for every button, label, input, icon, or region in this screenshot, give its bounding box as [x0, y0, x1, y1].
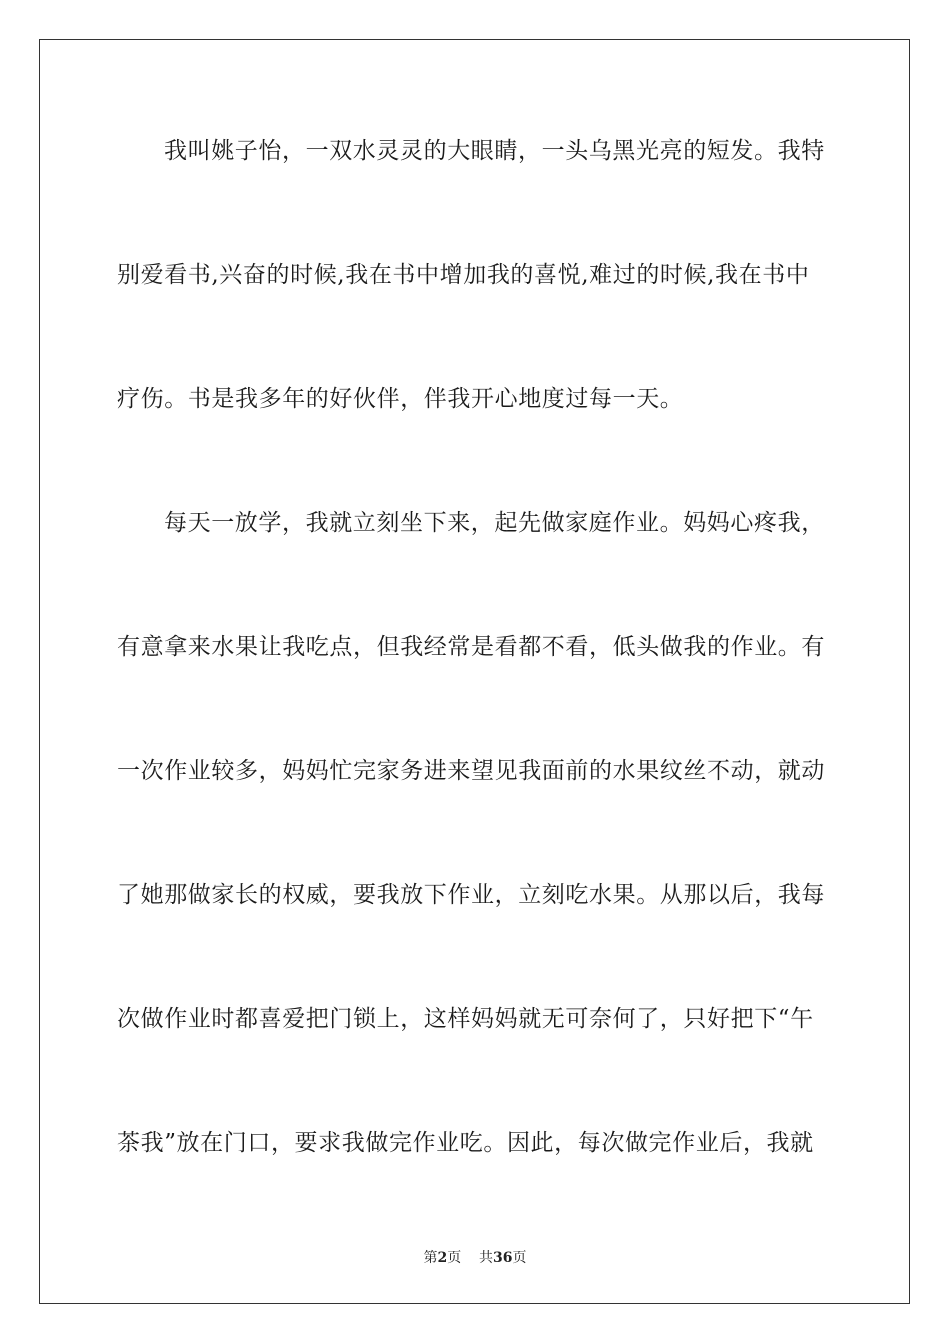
paragraph-1-line-1: 我叫姚子怡，一双水灵灵的大眼睛，一头乌黑光亮的短发。我特 — [164, 138, 825, 164]
paragraph-2-line-4: 了她那做家长的权威，要我放下作业，立刻吃水果。从那以后，我每 — [117, 882, 825, 908]
page-number: 2 — [437, 1250, 448, 1266]
paragraph-2-line-1: 每天一放学，我就立刻坐下来，起先做家庭作业。妈妈心疼我， — [164, 510, 825, 536]
paragraph-2-line-5: 次做作业时都喜爱把门锁上，这样妈妈就无可奈何了，只好把下“午 — [117, 1006, 814, 1032]
total-pages-label: 共36页 — [479, 1250, 527, 1266]
page-border — [39, 39, 910, 1304]
paragraph-2-line-6: 茶我”放在门口，要求我做完作业吃。因此，每次做完作业后，我就 — [117, 1130, 814, 1156]
total-pages-number: 36 — [493, 1250, 513, 1266]
paragraph-2-line-2: 有意拿来水果让我吃点，但我经常是看都不看，低头做我的作业。有 — [117, 634, 825, 660]
paragraph-1-line-3: 疗伤。书是我多年的好伙伴，伴我开心地度过每一天。 — [117, 386, 684, 412]
page-label: 第2页 — [423, 1250, 462, 1266]
paragraph-1-line-2: 别爱看书,兴奋的时候,我在书中增加我的喜悦,难过的时候,我在书中 — [117, 262, 810, 288]
paragraph-2-line-3: 一次作业较多，妈妈忙完家务进来望见我面前的水果纹丝不动，就动 — [117, 758, 825, 784]
page-footer — [0, 1247, 950, 1267]
